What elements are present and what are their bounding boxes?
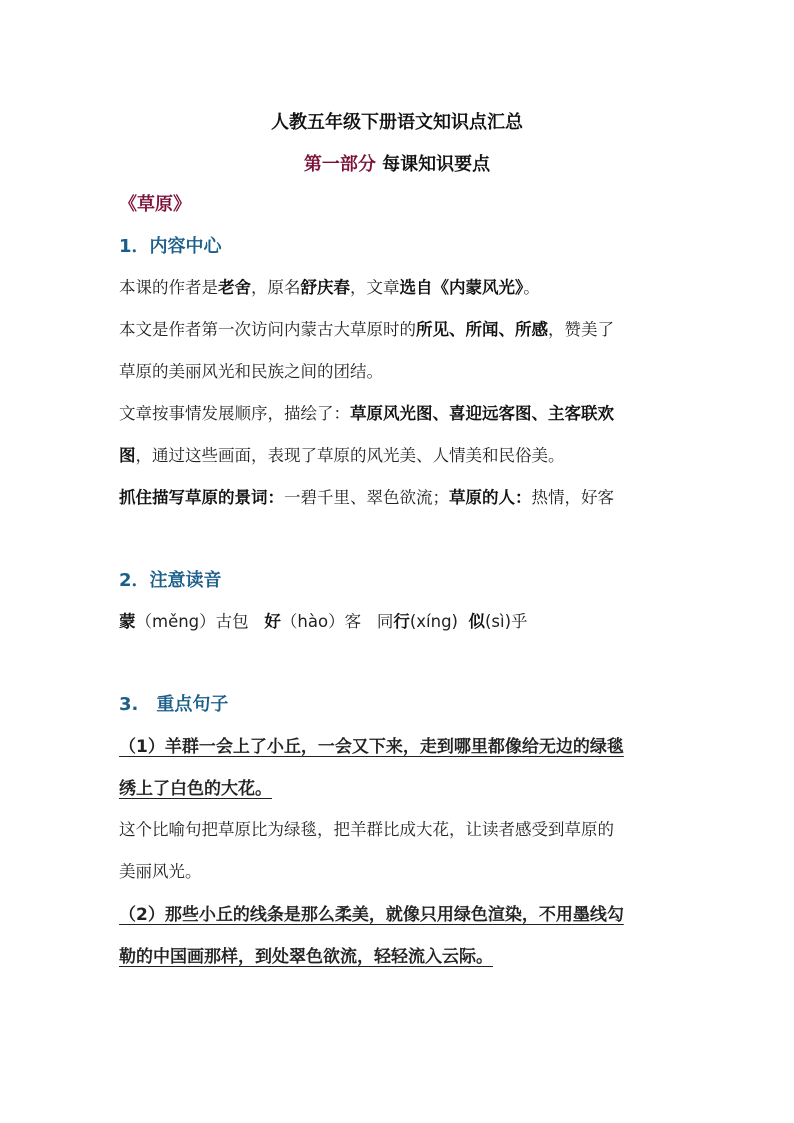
pronunciation-list: 蒙（měng）古包 好（hào）客 同行(xíng) 似(sì)乎 xyxy=(119,612,528,631)
explanation-1-line2: 美丽风光。 xyxy=(119,862,202,881)
part-label: 第一部分 xyxy=(303,154,376,175)
paragraph-theme-line2: 草原的美丽风光和民族之间的团结。 xyxy=(119,362,383,381)
lesson-title: 《草原》 xyxy=(119,194,191,215)
section-heading-content: 1．内容中心 xyxy=(119,236,222,257)
part-subtitle xyxy=(0,150,794,176)
section-heading-key-sentences: 3. 重点句子 xyxy=(119,694,229,715)
paragraph-structure-line1: 文章按事情发展顺序，描绘了：草原风光图、喜迎远客图、主客联欢 xyxy=(119,404,614,423)
paragraph-author: 本课的作者是老舍，原名舒庆春，文章选自《内蒙风光》。 xyxy=(119,278,540,297)
explanation-1-line1: 这个比喻句把草原比为绿毯，把羊群比成大花，让读者感受到草原的 xyxy=(119,820,614,839)
key-sentence-2-line2: 勒的中国画那样，到处翠色欲流，轻轻流入云际。 xyxy=(119,947,493,967)
paragraph-theme-line1: 本文是作者第一次访问内蒙古大草原时的所见、所闻、所感，赞美了 xyxy=(119,320,614,339)
paragraph-keywords: 抓住描写草原的景词：一碧千里、翠色欲流；草原的人：热情，好客 xyxy=(119,488,614,507)
key-sentence-1-line2: 绣上了白色的大花。 xyxy=(119,779,272,799)
section-heading-pronunciation: 2．注意读音 xyxy=(119,570,222,591)
document-title: 人教五年级下册语文知识点汇总 xyxy=(271,112,523,133)
key-sentence-1-line1: （1）羊群一会上了小丘，一会又下来，走到哪里都像给无边的绿毯 xyxy=(119,737,624,757)
part-description: 每课知识要点 xyxy=(375,154,491,175)
paragraph-structure-line2: 图，通过这些画面，表现了草原的风光美、人情美和民俗美。 xyxy=(119,446,565,465)
key-sentence-2-line1: （2）那些小丘的线条是那么柔美，就像只用绿色渲染，不用墨线勾 xyxy=(119,905,624,925)
